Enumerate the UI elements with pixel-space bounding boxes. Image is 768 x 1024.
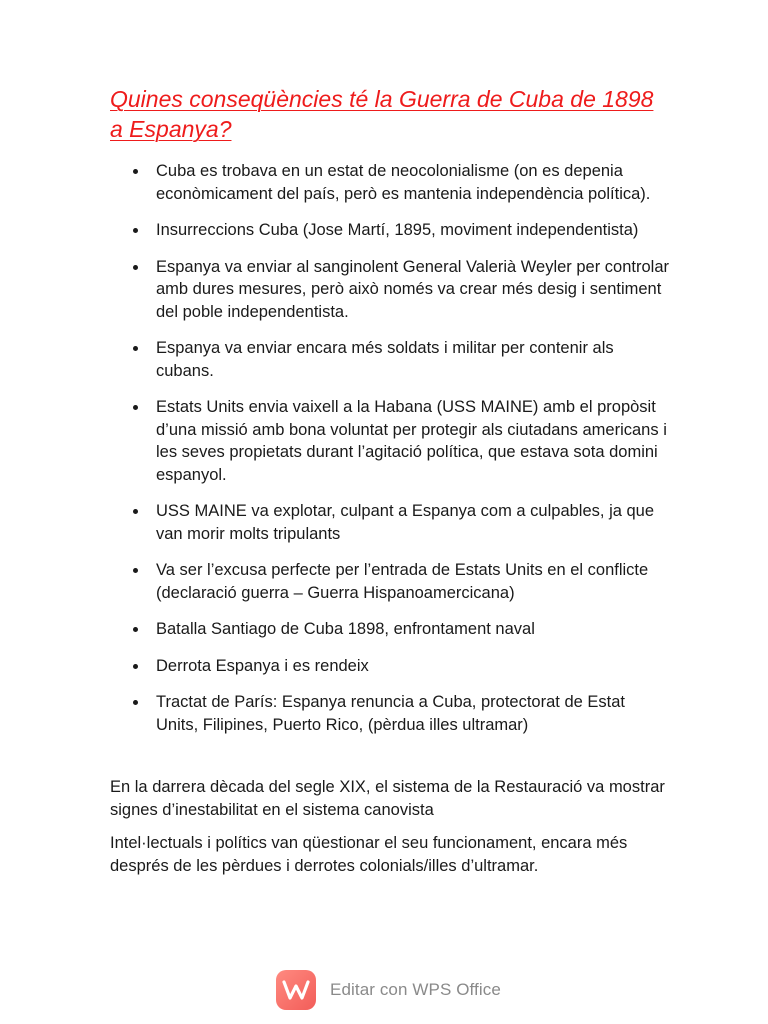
document-page (110, 84, 670, 877)
list-item-text: Espanya va enviar encara més soldats i militar per contenir als cubans. (156, 339, 614, 380)
list-item (110, 160, 670, 205)
list-item (110, 337, 670, 382)
list-item-text: Va ser l’excusa perfecte per l’entrada de Estats Units en el conflicte (declaració guerra – Guerra Hispanoamercicana) (156, 561, 649, 602)
wps-office-logo-icon[interactable] (276, 970, 316, 1010)
bullet-icon (133, 664, 138, 669)
bullet-icon (133, 700, 138, 705)
list-item-text: USS MAINE va explotar, culpant a Espanya com a culpables, ja que van morir molts tripulants (156, 502, 655, 543)
list-item (110, 618, 670, 641)
list-item (110, 396, 670, 486)
list-item (110, 219, 670, 242)
bullet-icon (133, 265, 138, 270)
bullet-list (110, 160, 670, 736)
list-item (110, 559, 670, 604)
list-item-text: Cuba es trobava en un estat de neocolonialisme (on es depenia econòmicament del país, però es mantenia independència política). (156, 162, 651, 203)
wps-edit-banner[interactable] (276, 970, 501, 1010)
list-item (110, 500, 670, 545)
bullet-icon (133, 405, 138, 410)
wps-edit-link[interactable]: Editar con WPS Office (330, 980, 501, 999)
list-item-text: Tractat de París: Espanya renuncia a Cuba, protectorat de Estat Units, Filipines, Puerto Rico, (pèrdua illes ultramar) (156, 693, 625, 734)
list-item (110, 691, 670, 736)
list-item (110, 256, 670, 324)
paragraph-intellectuals: Intel·lectuals i polítics van qüestionar el seu funcionament, encara més després de les pèrdues i derrotes colonials/illes d’ultramar. (110, 834, 628, 875)
list-item-text: Derrota Espanya i es rendeix (156, 656, 369, 675)
list-item-text: Espanya va enviar al sanginolent General Valerià Weyler per controlar amb dures mesures, però això només va crear més desig i sentiment del poble independentista. (156, 257, 669, 321)
list-item-text: Insurreccions Cuba (Jose Martí, 1895, moviment independentista) (156, 221, 639, 239)
bullet-icon (133, 568, 138, 573)
bullet-icon (133, 509, 138, 514)
list-item-text: Batalla Santiago de Cuba 1898, enfrontament naval (156, 620, 535, 638)
bullet-icon (133, 228, 138, 233)
list-item (110, 655, 670, 678)
bullet-icon (133, 627, 138, 632)
list-item-text: Estats Units envia vaixell a la Habana (USS MAINE) amb el propòsit d’una missió amb bona voluntat per protegir als ciutadans americans i les seves propietats durant l’agitació política, que estava sota domini espanyol. (156, 398, 667, 484)
bullet-icon (133, 169, 138, 174)
document-title: Quines conseqüències té la Guerra de Cuba de 1898 a Espanya? (110, 86, 654, 142)
bullet-icon (133, 346, 138, 351)
paragraph-restauracio: En la darrera dècada del segle XIX, el sistema de la Restauració va mostrar signes d’inestabilitat en el sistema canovista (110, 778, 665, 819)
